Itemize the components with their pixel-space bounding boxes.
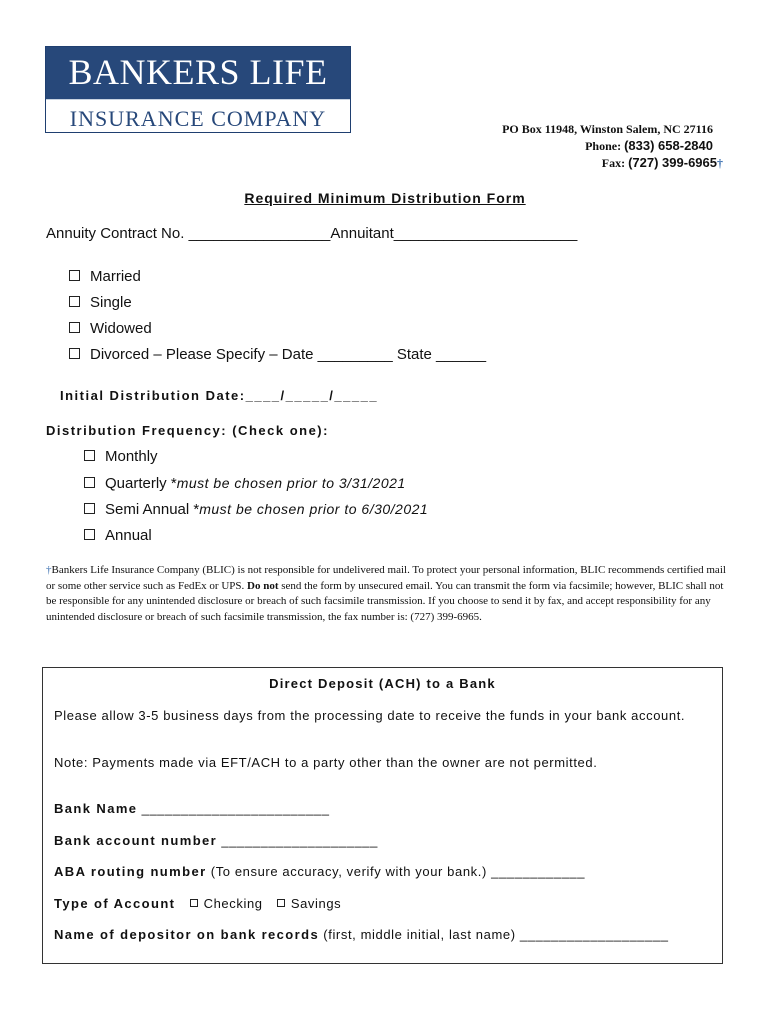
married-label: Married xyxy=(90,268,141,285)
semi-annual-checkbox[interactable] xyxy=(84,503,95,514)
savings-checkbox[interactable] xyxy=(277,899,285,907)
account-type-label: Type of Account xyxy=(54,896,176,911)
account-number-line[interactable]: ____________________ xyxy=(221,833,378,848)
fax-line xyxy=(602,155,723,171)
aba-routing-label: ABA routing number xyxy=(54,864,207,879)
account-number-field[interactable] xyxy=(54,833,694,849)
aba-routing-rest[interactable]: (To ensure accuracy, verify with your bank.) ____________ xyxy=(210,864,586,879)
logo-line-2: INSURANCE COMPANY xyxy=(69,106,327,131)
monthly-label: Monthly xyxy=(105,448,158,465)
account-type-field xyxy=(54,896,694,912)
annual-checkbox[interactable] xyxy=(84,529,95,540)
phone-label: Phone: xyxy=(585,139,622,153)
quarterly-checkbox[interactable] xyxy=(84,477,95,488)
notice-dagger: † xyxy=(46,564,52,576)
ach-note-text: Note: Payments made via EFT/ACH to a party other than the owner are not permitted. xyxy=(54,755,598,770)
notice-bold: Do not xyxy=(247,579,279,592)
freq-quarterly[interactable] xyxy=(84,475,406,492)
form-title: Required Minimum Distribution Form xyxy=(244,190,526,206)
marital-widowed[interactable] xyxy=(69,320,152,337)
phone-number: (833) 658-2840 xyxy=(624,138,713,153)
widowed-checkbox[interactable] xyxy=(69,322,80,333)
freq-monthly[interactable] xyxy=(84,448,158,465)
aba-routing-field[interactable] xyxy=(54,864,694,880)
divorced-checkbox[interactable] xyxy=(69,348,80,359)
depositor-name-label: Name of depositor on bank records xyxy=(54,927,320,942)
monthly-checkbox[interactable] xyxy=(84,450,95,461)
marital-divorced[interactable] xyxy=(69,346,486,363)
company-logo xyxy=(45,46,351,133)
ach-allow-text: Please allow 3-5 business days from the processing date to receive the funds in your bank account. xyxy=(54,708,686,723)
address-line: PO Box 11948, Winston Salem, NC 27116 xyxy=(502,122,713,136)
single-label: Single xyxy=(90,294,132,311)
fax-number: (727) 399-6965 xyxy=(628,155,717,170)
marital-married[interactable] xyxy=(69,268,141,285)
semi-annual-label: Semi Annual * xyxy=(105,501,200,518)
fax-label: Fax: xyxy=(601,156,626,170)
dagger-mark: † xyxy=(717,156,723,170)
depositor-name-rest[interactable]: (first, middle initial, last name) ___________________ xyxy=(323,927,669,942)
married-checkbox[interactable] xyxy=(69,270,80,281)
widowed-label: Widowed xyxy=(90,320,152,337)
initial-distribution-date[interactable]: Initial Distribution Date:____/_____/_____ xyxy=(60,388,379,403)
notice-part-1: Bankers Life Insurance Company (BLIC) is not responsible for undelivered mail. To protect your personal information, BLIC recommends certified mail or some other service such as FedEx or UPS. xyxy=(46,564,726,592)
freq-semi-annual[interactable] xyxy=(84,501,428,518)
savings-label: Savings xyxy=(290,896,342,911)
quarterly-note: must be chosen prior to 3/31/2021 xyxy=(176,475,406,491)
logo-line-1: BANKERS LIFE xyxy=(68,52,328,92)
annual-label: Annual xyxy=(105,527,152,544)
notice-part-2: send the form by unsecured email. You can transmit the form via facsimile; however, BLIC shall not be responsible for any unintended disclosure or breach of such facsimile transmission. If you choose to send it by fax, and accept responsibility for any unintended disclosure or breach of such facsimile transmission, the fax number is: (727) 399-6965. xyxy=(46,579,724,623)
divorced-label: Divorced – Please Specify – Date _________ State ______ xyxy=(90,346,487,363)
frequency-heading: Distribution Frequency: (Check one): xyxy=(46,423,329,438)
single-checkbox[interactable] xyxy=(69,296,80,307)
checking-label: Checking xyxy=(203,896,263,911)
contract-line[interactable]: Annuity Contract No. _________________Annuitant______________________ xyxy=(46,225,578,242)
freq-annual[interactable] xyxy=(84,527,152,544)
quarterly-label: Quarterly * xyxy=(105,475,177,492)
phone-line xyxy=(585,138,713,154)
ach-section xyxy=(42,667,723,964)
ach-heading: Direct Deposit (ACH) to a Bank xyxy=(269,676,496,691)
bank-name-line[interactable]: ________________________ xyxy=(141,801,330,816)
bank-name-label: Bank Name xyxy=(54,801,138,816)
semi-annual-note: must be chosen prior to 6/30/2021 xyxy=(199,501,429,517)
marital-single[interactable] xyxy=(69,294,132,311)
mail-notice xyxy=(46,563,726,625)
depositor-name-field[interactable] xyxy=(54,927,714,943)
account-number-label: Bank account number xyxy=(54,833,218,848)
bank-name-field[interactable] xyxy=(54,801,694,817)
checking-checkbox[interactable] xyxy=(190,899,198,907)
